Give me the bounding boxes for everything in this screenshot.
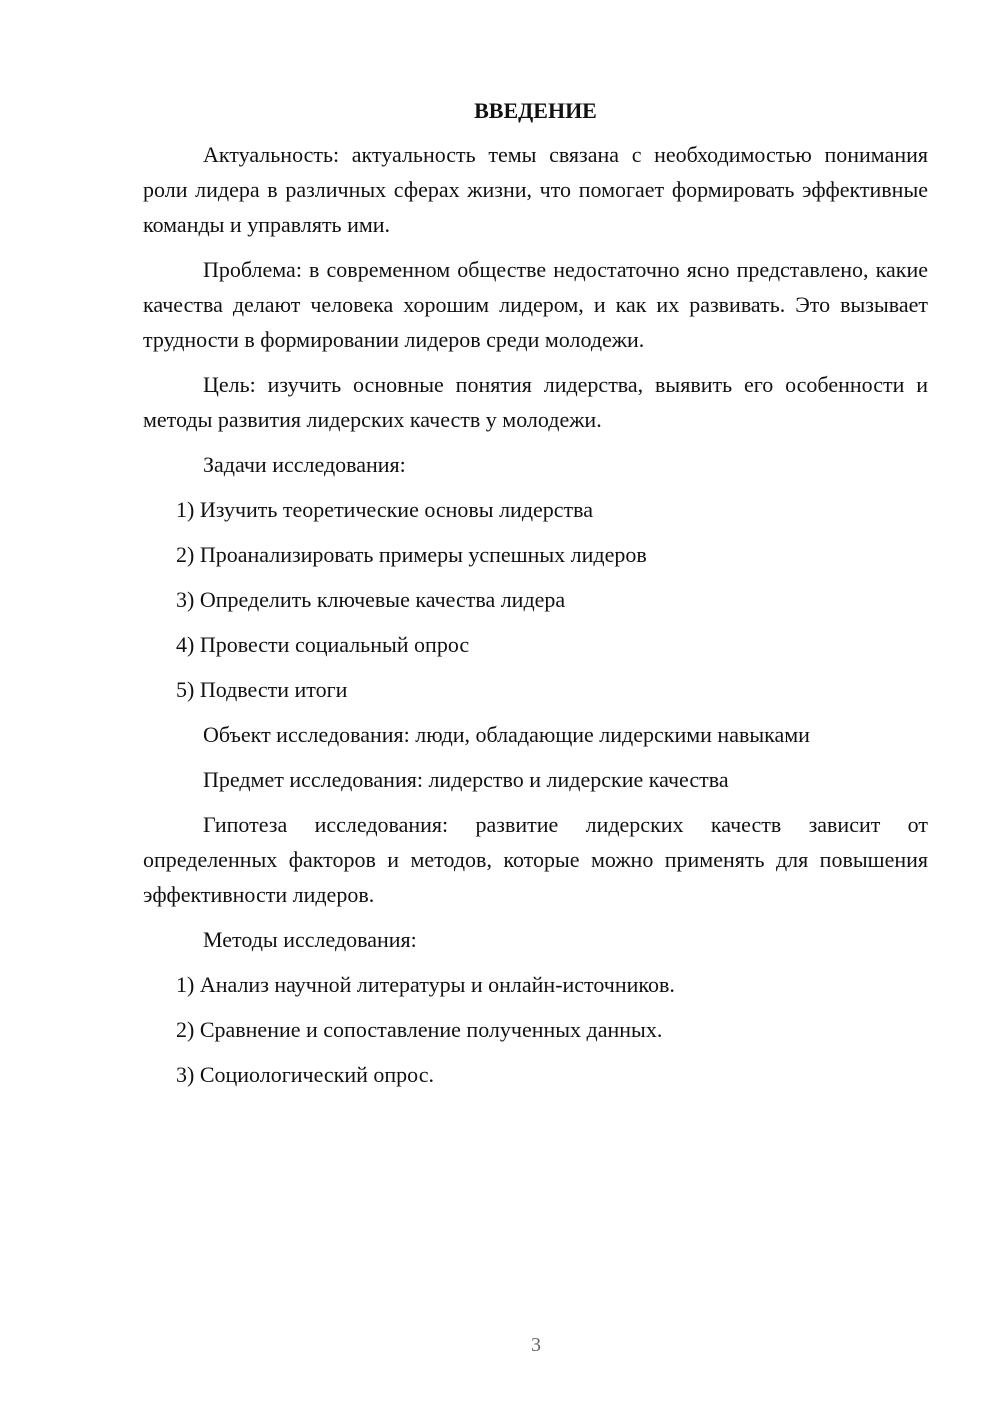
tasks-list: [143, 492, 928, 707]
relevance-paragraph: Актуальность: актуальность темы связана с необходимостью понимания роли лидера в различных сферах жизни, что помогает формировать эффективные команды и управлять ими.: [143, 142, 928, 237]
page-content: [143, 95, 928, 1102]
method-item-1: 1) Анализ научной литературы и онлайн-источников.: [176, 972, 675, 997]
task-item-5: 5) Подвести итоги: [176, 677, 348, 702]
methods-heading: Методы исследования:: [203, 927, 417, 952]
task-item-3: 3) Определить ключевые качества лидера: [176, 587, 566, 612]
problem-paragraph: Проблема: в современном обществе недостаточно ясно представлено, какие качества делают человека хорошим лидером, и как их развивать. Это вызывает трудности в формировании лидеров среди молодежи.: [143, 257, 928, 352]
task-item-2: 2) Проанализировать примеры успешных лидеров: [176, 542, 647, 567]
section-title: ВВЕДЕНИЕ: [474, 98, 597, 123]
page-number: 3: [531, 1334, 541, 1356]
object-paragraph: Объект исследования: люди, обладающие лидерскими навыками: [203, 722, 810, 747]
methods-list: [143, 967, 928, 1092]
subject-paragraph: Предмет исследования: лидерство и лидерские качества: [203, 767, 729, 792]
task-item-4: 4) Провести социальный опрос: [176, 632, 470, 657]
goal-paragraph: Цель: изучить основные понятия лидерства, выявить его особенности и методы развития лидерских качеств у молодежи.: [143, 372, 928, 432]
tasks-heading: Задачи исследования:: [203, 452, 406, 477]
task-item-1: 1) Изучить теоретические основы лидерства: [176, 497, 594, 522]
method-item-2: 2) Сравнение и сопоставление полученных данных.: [176, 1017, 663, 1042]
method-item-3: 3) Социологический опрос.: [176, 1062, 434, 1087]
hypothesis-paragraph: Гипотеза исследования: развитие лидерских качеств зависит от определенных факторов и методов, которые можно применять для повышения эффективности лидеров.: [143, 812, 928, 907]
